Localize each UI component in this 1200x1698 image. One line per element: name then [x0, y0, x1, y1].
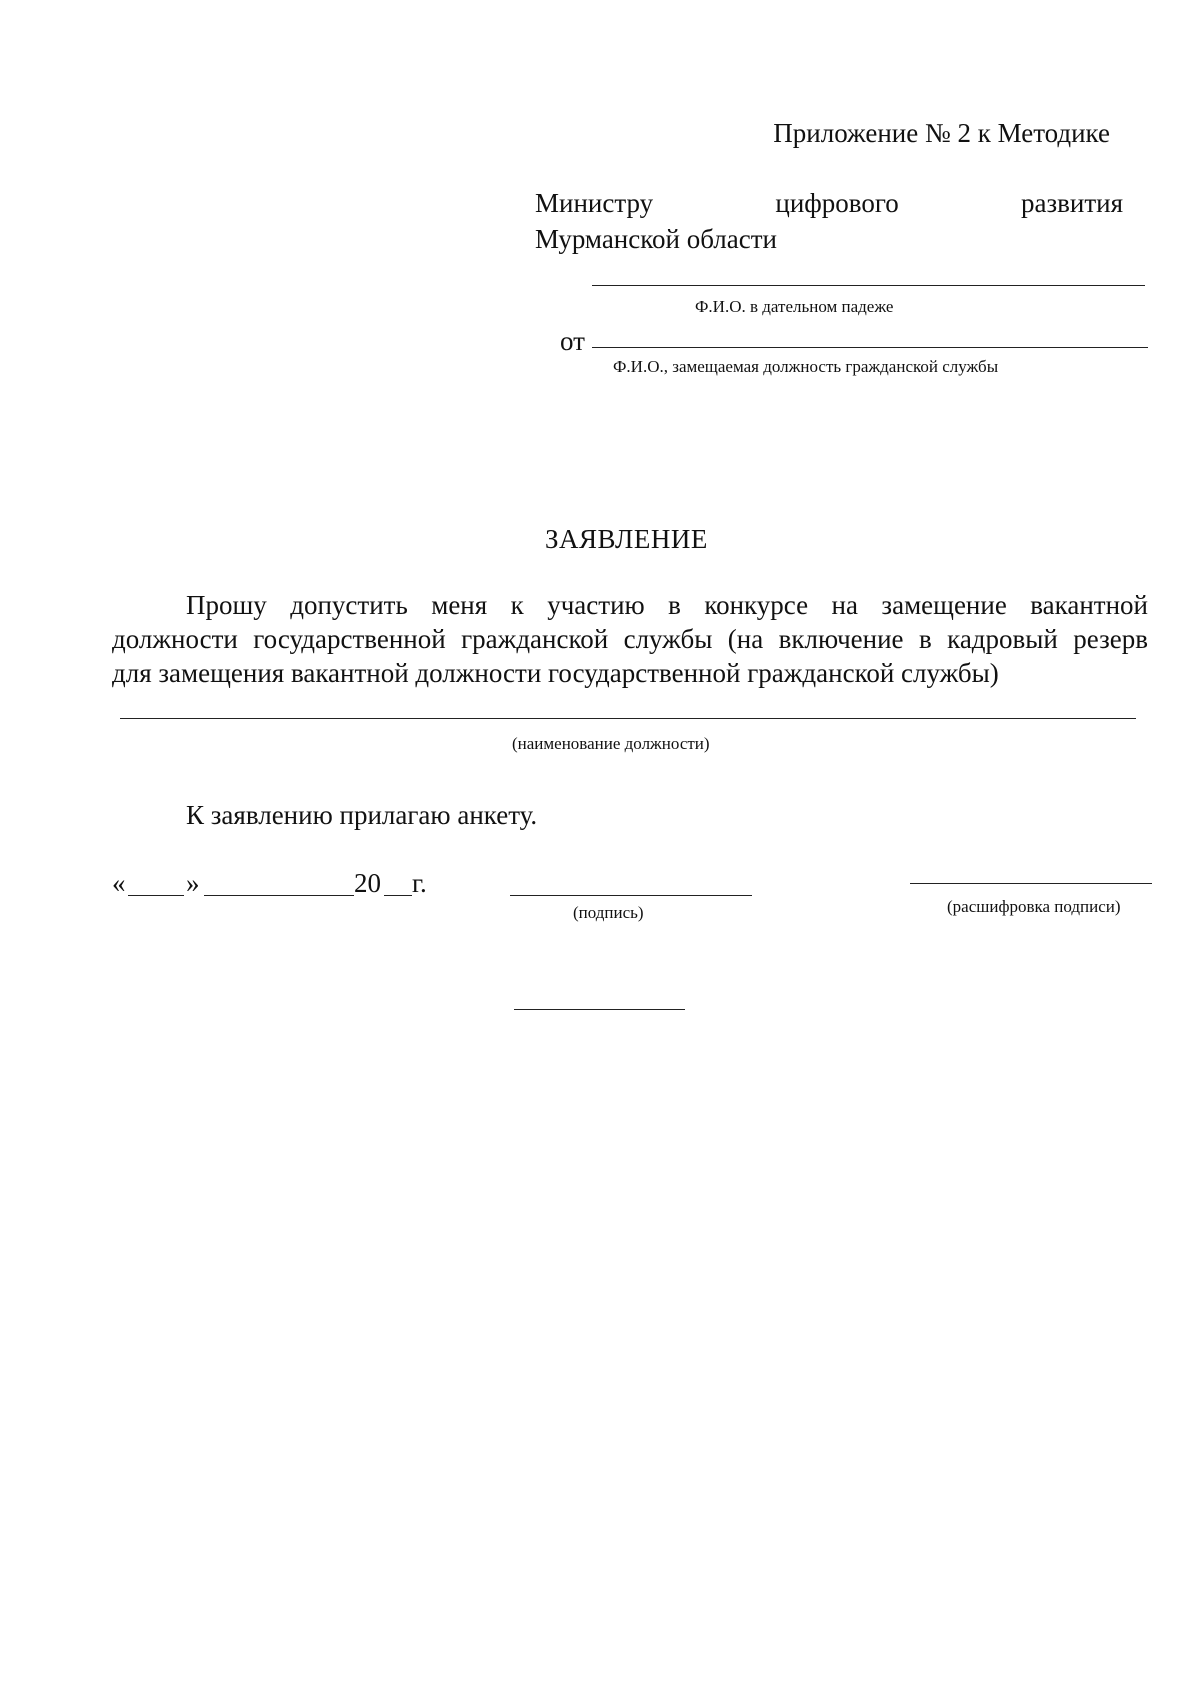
position-caption: (наименование должности) [512, 734, 710, 753]
date-close-quote: » [186, 868, 200, 898]
signature-caption: (подпись) [573, 903, 644, 922]
signature-decoding-field[interactable] [910, 883, 1152, 884]
appendix-reference: Приложение № 2 к Методике [773, 118, 1110, 148]
document-title: ЗАЯВЛЕНИЕ [545, 524, 708, 554]
fio-dative-caption: Ф.И.О. в дательном падеже [695, 297, 894, 316]
date-year-field[interactable] [384, 895, 412, 896]
fio-dative-field[interactable] [592, 285, 1145, 286]
fio-from-field[interactable] [592, 347, 1148, 348]
attachment-text: К заявлению прилагаю анкету. [186, 800, 538, 830]
date-year-suffix: г. [412, 868, 427, 898]
signature-field[interactable] [510, 895, 752, 896]
addressee-word-1: Министру [535, 188, 654, 218]
request-paragraph-line-3: для замещения вакантной должности государственной гражданской службы) [112, 658, 999, 688]
fio-from-caption: Ф.И.О., замещаемая должность гражданской службы [613, 357, 999, 376]
closing-divider [514, 1009, 685, 1010]
addressee-line-1 [535, 186, 1123, 220]
date-year-prefix: 20 [354, 868, 381, 898]
date-day-field[interactable] [128, 895, 184, 896]
signature-decoding-caption: (расшифровка подписи) [947, 897, 1121, 916]
addressee-word-3: развития [1020, 188, 1123, 218]
addressee-line-2: Мурманской области [535, 224, 777, 254]
request-paragraph-line-2: должности государственной гражданской службы (на включение в кадровый резерв [112, 624, 1148, 654]
position-name-field[interactable] [120, 718, 1136, 719]
request-paragraph-line-1: Прошу допустить меня к участию в конкурсе на замещение вакантной [186, 590, 1148, 620]
date-open-quote: « [112, 868, 126, 898]
date-month-field[interactable] [204, 895, 354, 896]
from-label: от [560, 326, 585, 356]
addressee-word-2: цифрового [775, 188, 899, 218]
